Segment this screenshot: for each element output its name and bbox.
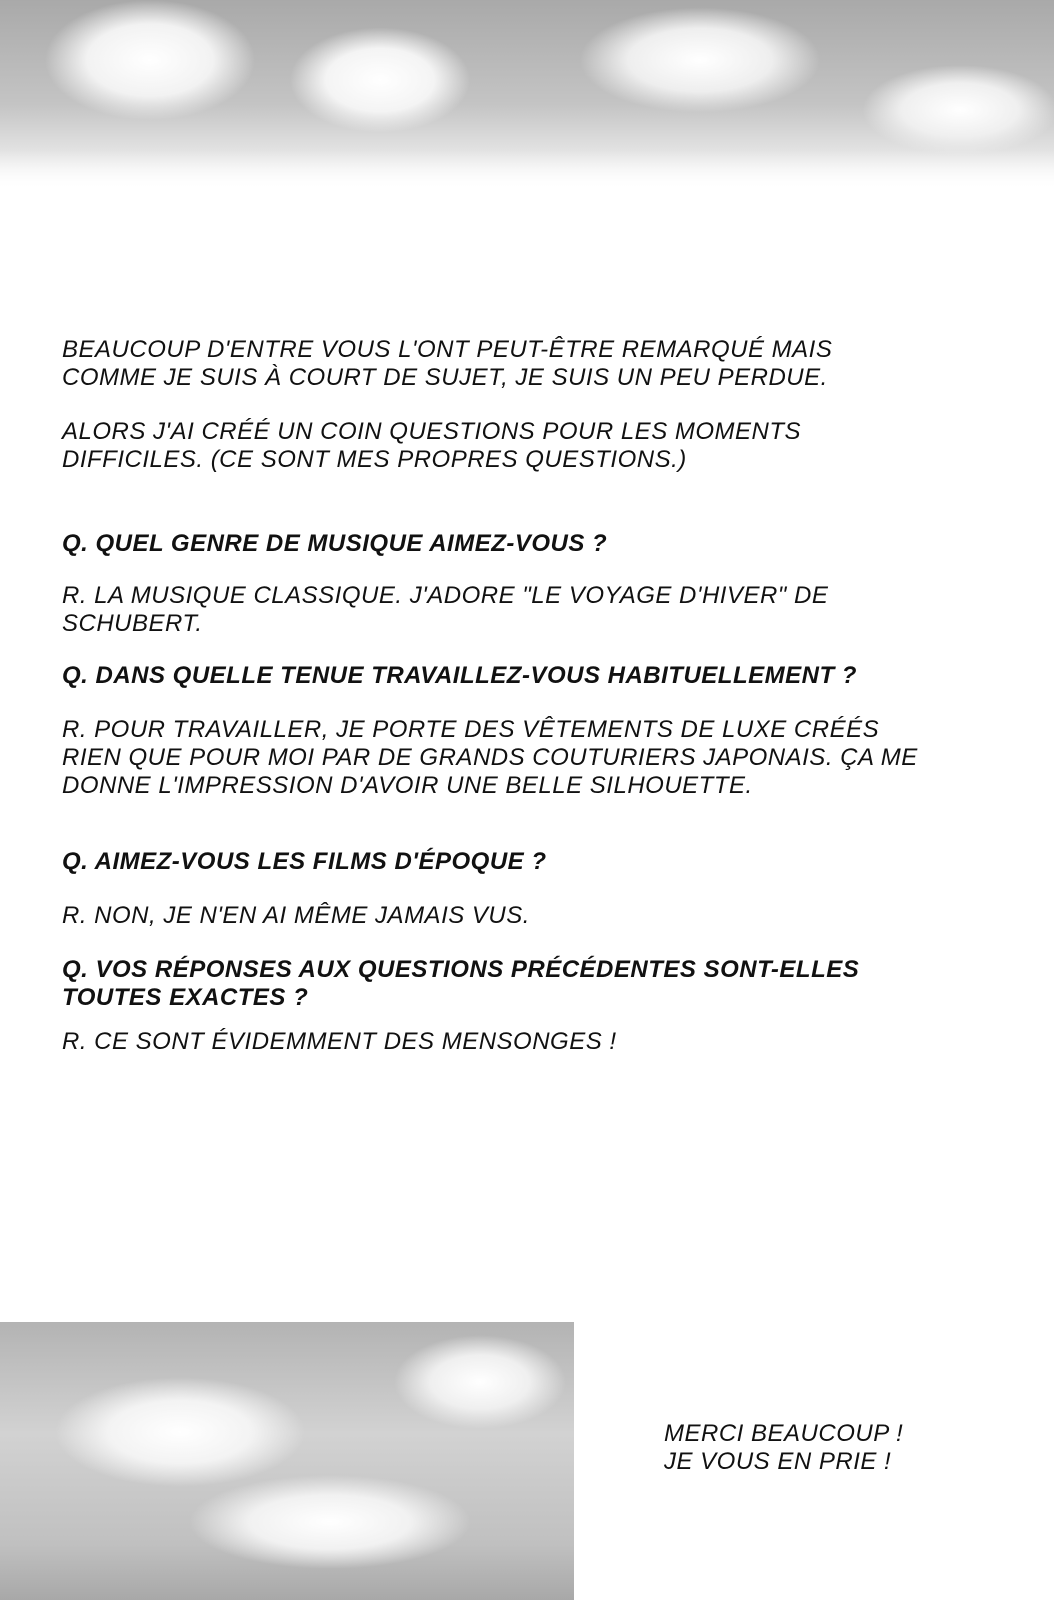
intro-paragraph-1: BEAUCOUP D'ENTRE VOUS L'ONT PEUT-ÊTRE REMARQUÉ MAIS COMME JE SUIS À COURT DE SUJET, JE SUIS UN PEU PERDUE. [62, 336, 833, 391]
intro-paragraph-2: ALORS J'AI CRÉÉ UN COIN QUESTIONS POUR LES MOMENTS DIFFICILES. (CE SONT MES PROPRES QUESTIONS.) [62, 418, 802, 473]
clouds-illustration-top [0, 0, 1054, 190]
answer-4: R. CE SONT ÉVIDEMMENT DES MENSONGES ! [62, 1028, 617, 1055]
question-1: Q. QUEL GENRE DE MUSIQUE AIMEZ-VOUS ? [62, 530, 608, 557]
closing-text: MERCI BEAUCOUP ! JE VOUS EN PRIE ! [664, 1420, 904, 1475]
answer-2: R. POUR TRAVAILLER, JE PORTE DES VÊTEMENTS DE LUXE CRÉÉS RIEN QUE POUR MOI PAR DE GRANDS COUTURIERS JAPONAIS. ÇA ME DONNE L'IMPRESSION D'AVOIR UNE BELLE SILHOUETTE. [62, 716, 918, 799]
answer-3: R. NON, JE N'EN AI MÊME JAMAIS VUS. [62, 902, 530, 929]
question-4: Q. VOS RÉPONSES AUX QUESTIONS PRÉCÉDENTES SONT-ELLES TOUTES EXACTES ? [62, 956, 860, 1011]
question-2: Q. DANS QUELLE TENUE TRAVAILLEZ-VOUS HABITUELLEMENT ? [62, 662, 857, 689]
clouds-illustration-bottom [0, 1322, 574, 1600]
answer-1: R. LA MUSIQUE CLASSIQUE. J'ADORE "LE VOYAGE D'HIVER" DE SCHUBERT. [62, 582, 829, 637]
question-3: Q. AIMEZ-VOUS LES FILMS D'ÉPOQUE ? [62, 848, 547, 875]
